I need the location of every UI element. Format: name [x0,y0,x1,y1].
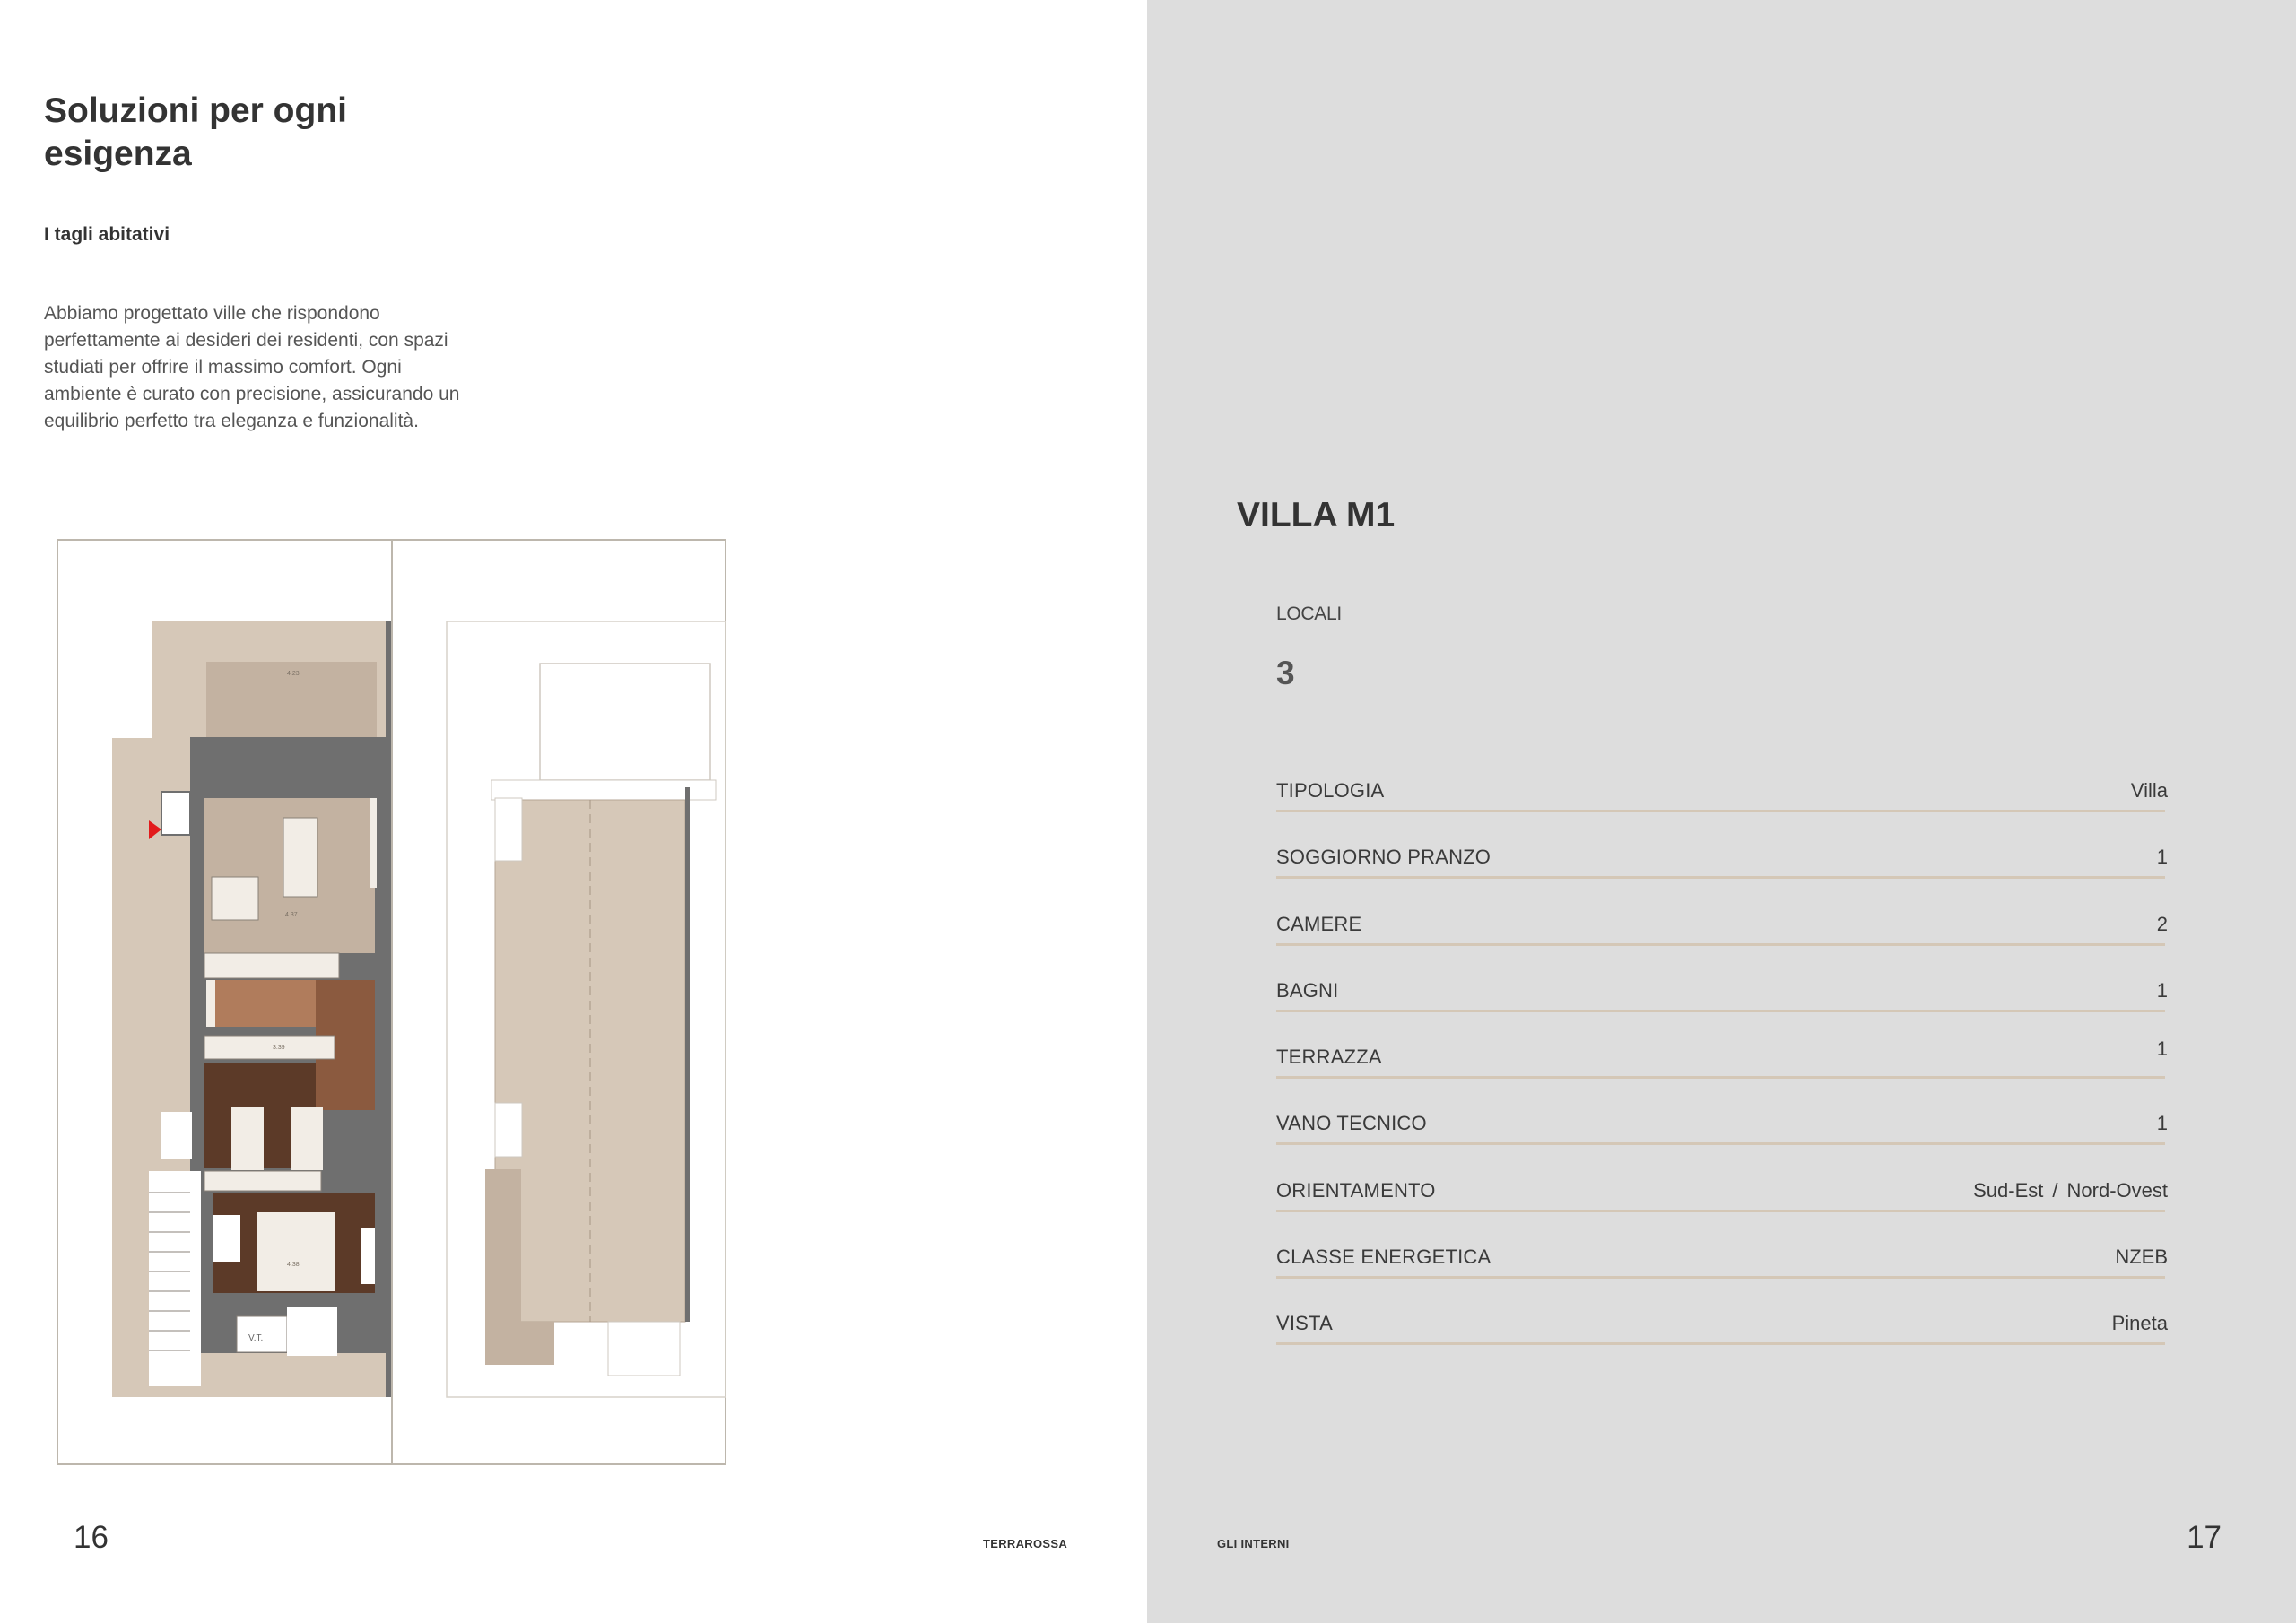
technical-room-label: V.T. [248,1333,264,1343]
orientation-b: Nord-Ovest [2066,1178,2168,1202]
sofa [283,818,317,897]
spec-row [1276,1227,2168,1293]
spec-divider [1276,1142,2165,1145]
villa-floor-plan [56,538,728,1467]
page-title: Soluzioni per ogni esigenza [44,91,347,173]
spec-value-orientation [1973,1179,2168,1202]
dining-table [212,877,258,920]
spec-row [1276,1027,2168,1093]
spec-label: BAGNI [1276,978,1339,1002]
spec-value: Pineta [2111,1312,2168,1335]
spec-value: 1 [2156,1112,2168,1135]
dimension-label: 4.23 [287,671,300,677]
spec-row [1276,1093,2168,1159]
roof-chimney [495,798,522,861]
page-number-right: 17 [2187,1520,2222,1555]
spec-divider [1276,1210,2165,1212]
tv-unit [370,798,377,888]
ground-floor-plan [112,621,391,1397]
left-page [0,0,1147,1623]
spec-table [1276,760,2168,1360]
spec-divider [1276,1276,2165,1279]
spec-label: CAMERE [1276,912,1362,935]
spec-label: CLASSE ENERGETICA [1276,1245,1492,1269]
locali-label: LOCALI [1276,603,1342,624]
kitchen-counter [204,953,339,978]
bath-fixture [206,980,215,1027]
external-stair [149,1171,201,1386]
closet [213,1215,240,1262]
page-number-left: 16 [74,1520,109,1555]
footer-brand: TERRAROSSA [983,1537,1068,1550]
spec-value: NZEB [2115,1245,2168,1269]
spec-divider [1276,943,2165,946]
orientation-a: Sud-Est [1973,1178,2044,1202]
spec-label: VANO TECNICO [1276,1112,1427,1135]
rear-access [287,1307,337,1356]
spec-label: VISTA [1276,1312,1333,1335]
spec-value: 1 [2156,1037,2168,1061]
spec-value: 2 [2156,912,2168,935]
dimension-label: 4.38 [287,1262,300,1268]
spec-label: TIPOLOGIA [1276,779,1385,802]
entry-porch [161,792,190,835]
double-bed [257,1212,335,1291]
spec-row [1276,1160,2168,1227]
spec-row [1276,894,2168,960]
spec-row [1276,1293,2168,1359]
spec-label: SOGGIORNO PRANZO [1276,846,1492,869]
intro-paragraph: Abbiamo progettato ville che rispondono perfettamente ai desideri dei residenti, con spazi studiati per offrire il massimo comfort. Ogni ambiente è curato con precisione, assicurando un equilibrio perfetto tra eleganza e funzionalità. [44,303,460,431]
villa-title: VILLA M1 [1237,496,1396,534]
orientation-separator: / [2052,1178,2058,1202]
footer-section: GLI INTERNI [1217,1537,1290,1550]
window-niche [361,1228,375,1284]
spec-value: 1 [2156,846,2168,869]
roof-vent [495,1103,522,1157]
roof-edge [491,780,716,800]
spec-divider [1276,1010,2165,1012]
spec-label: TERRAZZA [1276,1046,1382,1069]
spec-value: 1 [2156,978,2168,1002]
roof-terrace [540,664,710,780]
section-subtitle: I tagli abitativi [44,224,170,245]
spec-divider [1276,1076,2165,1079]
dimension-label: 3.39 [273,1045,285,1051]
spec-divider [1276,876,2165,879]
bathroom [215,980,316,1027]
locali-value: 3 [1276,655,1295,691]
spec-divider [1276,810,2165,812]
roof-side-stair [485,1169,521,1365]
spec-row [1276,960,2168,1027]
spec-label: ORIENTAMENTO [1276,1178,1436,1202]
side-niche [161,1112,192,1159]
single-bed-a [231,1107,264,1170]
dimension-label: 4.37 [285,912,298,918]
spec-value: Villa [2130,779,2168,802]
roof-boundary-wall [685,787,690,1322]
wardrobe-2 [204,1171,321,1191]
wardrobe [204,1036,335,1059]
spec-row [1276,827,2168,893]
single-bed-b [291,1107,323,1170]
spec-row [1276,760,2168,827]
roof-technical-box [608,1322,680,1376]
spec-divider [1276,1342,2165,1345]
